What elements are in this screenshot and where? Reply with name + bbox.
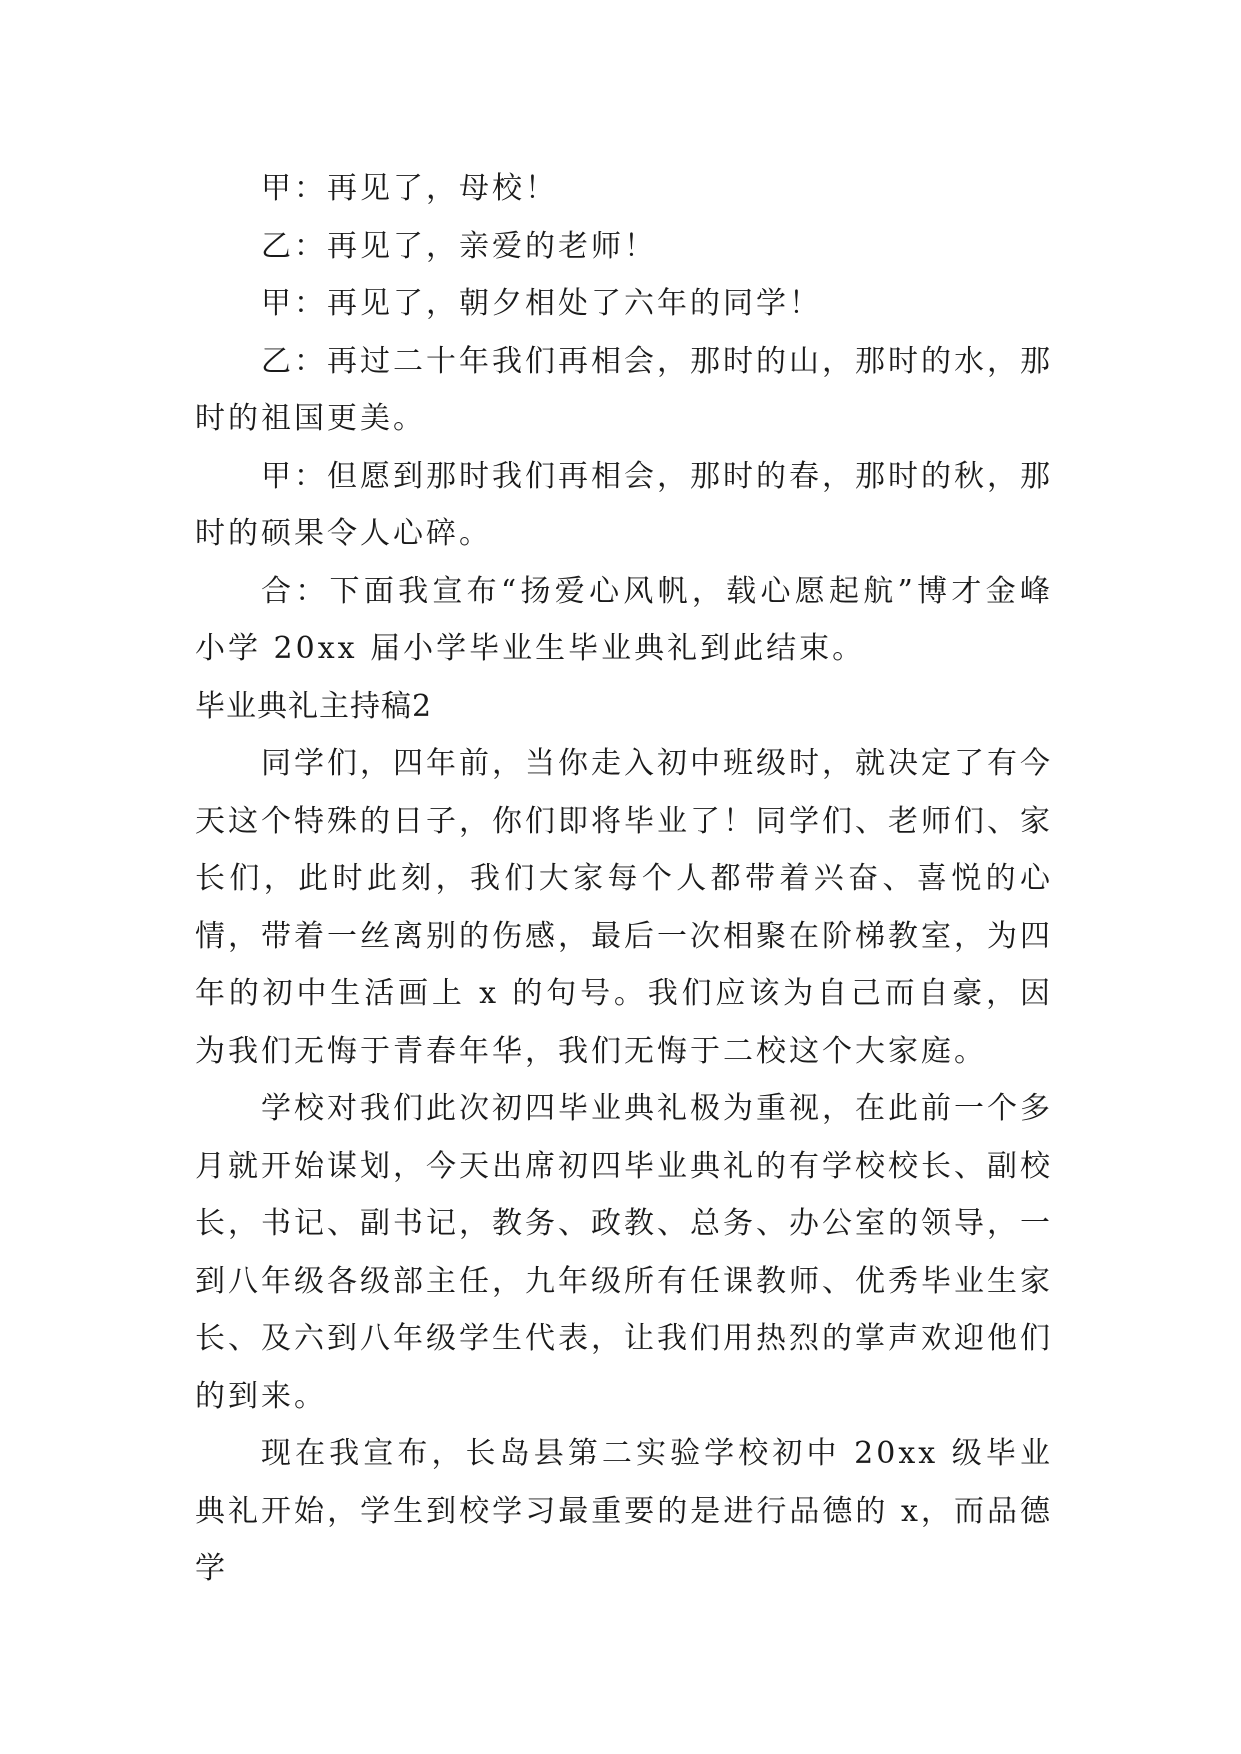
dialogue-line: 乙：再见了，亲爱的老师！ (261, 228, 657, 264)
body-paragraph: 现在我宣布，长岛县第二实验学校初中 20xx 级毕业典礼开始，学生到校学习最重要的是进行品德的 x，而品德学 (195, 1436, 1053, 1586)
dialogue-line: 甲：再见了，朝夕相处了六年的同学！ (261, 286, 822, 321)
dialogue-line: 乙：再过二十年我们再相会，那时的山，那时的水，那时的祖国更美。 (195, 343, 1053, 436)
document-body (195, 160, 1053, 1598)
section-heading: 毕业典礼主持稿2 (195, 688, 433, 724)
body-paragraph: 同学们，四年前，当你走入初中班级时，就决定了有今天这个特殊的日子，你们即将毕业了！同学们、老师们、家长们，此时此刻，我们大家每个人都带着兴奋、喜悦的心情，带着一丝离别的伤感，最后一次相聚在阶梯教室，为四年的初中生活画上 x 的句号。我们应该为自己而自豪，因为我们无悔于青春年华，我们无悔于二校这个大家庭。 (195, 746, 1053, 1069)
dialogue-line: 合：下面我宣布“扬爱心风帆，载心愿起航”博才金峰小学 20xx 届小学毕业生毕业典礼到此结束。 (195, 573, 1053, 666)
dialogue-line: 甲：再见了，母校！ (261, 171, 558, 206)
dialogue-line: 甲：但愿到那时我们再相会，那时的春，那时的秋，那时的硕果令人心碎。 (195, 458, 1053, 551)
body-paragraph: 学校对我们此次初四毕业典礼极为重视，在此前一个多月就开始谋划，今天出席初四毕业典礼的有学校校长、副校长，书记、副书记，教务、政教、总务、办公室的领导，一到八年级各级部主任，九年级所有任课教师、优秀毕业生家长、及六到八年级学生代表，让我们用热烈的掌声欢迎他们的到来。 (195, 1091, 1053, 1414)
